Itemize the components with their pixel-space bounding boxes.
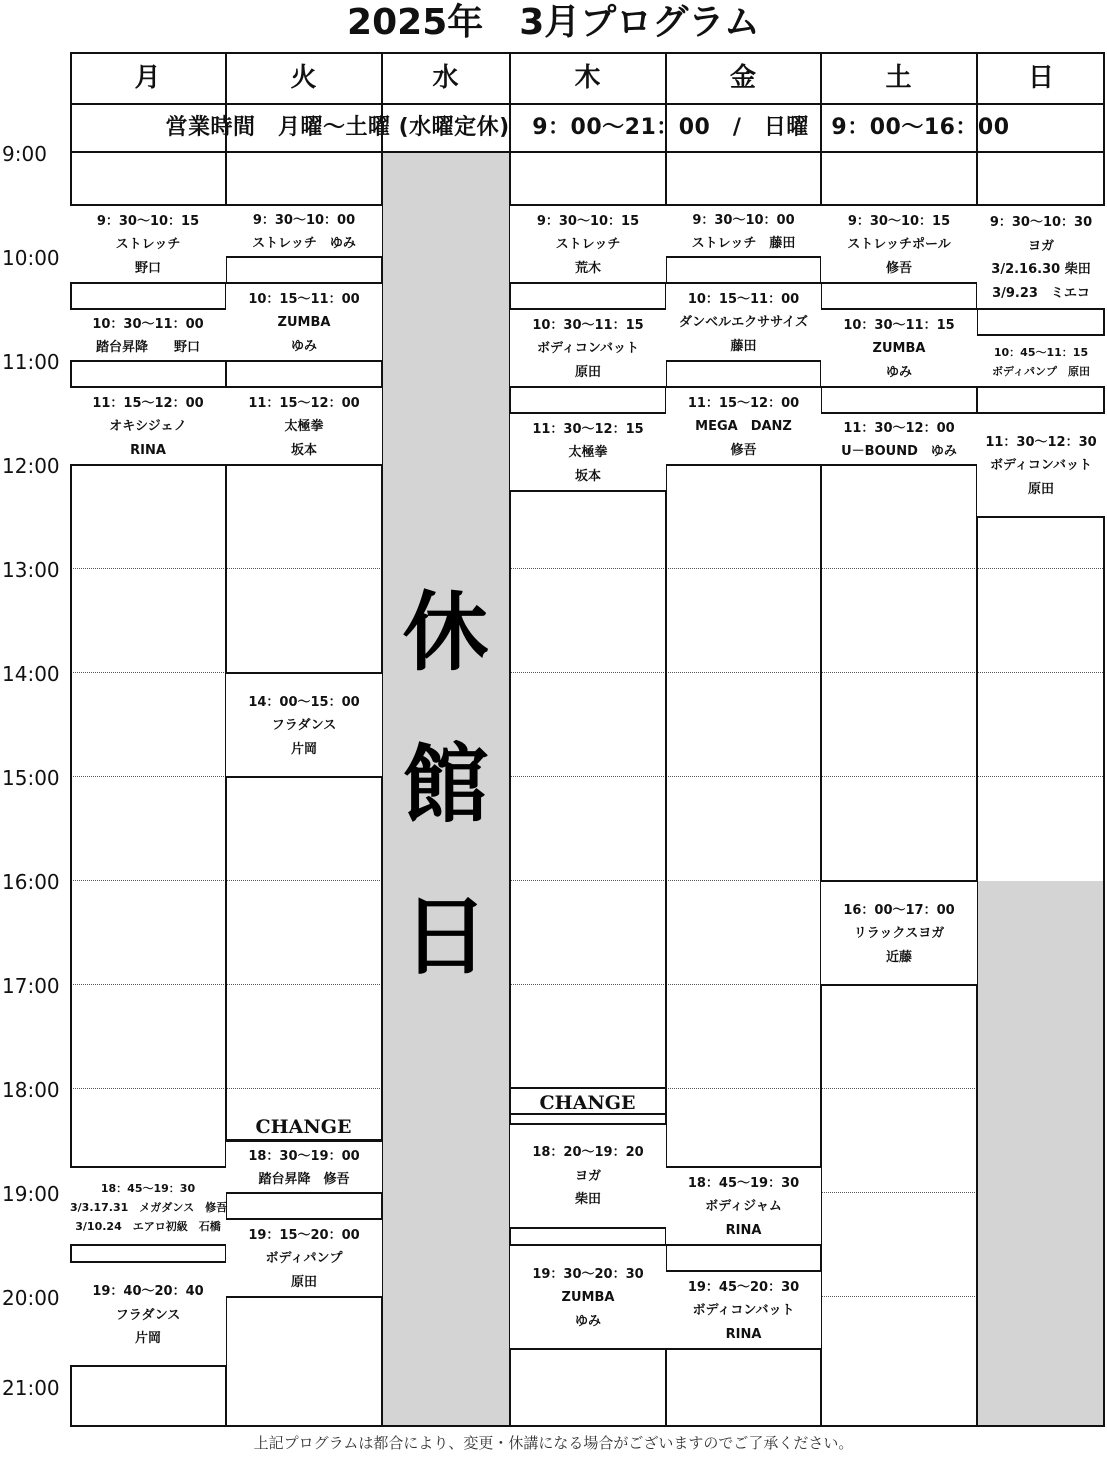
class-slot-fri (666, 204, 821, 258)
class-time: 18：45～19：30 (687, 1175, 800, 1191)
class-detail: ボディジャム (705, 1199, 782, 1215)
class-time: 19：30～20：30 (532, 1266, 644, 1282)
class-time: 11：30～12：00 (843, 420, 955, 436)
class-detail: リラックスヨガ (853, 926, 945, 942)
class-detail: ヨガ (574, 1168, 601, 1184)
class-detail: ストレッチ (115, 237, 181, 253)
class-detail: 3/3.17.31 メガダンス 修吾 (70, 1200, 228, 1214)
class-detail: 3/2.16.30 柴田 (991, 262, 1091, 277)
class-slot-tue (226, 386, 382, 466)
class-detail: ヨガ (1027, 238, 1054, 254)
class-detail: ZUMBA (277, 315, 331, 331)
time-label: 21:00 (2, 1376, 60, 1400)
class-slot-tue (226, 282, 382, 362)
class-time: 14：00～15：00 (248, 694, 360, 710)
class-time: 10：15～11：00 (248, 291, 360, 307)
class-detail: 坂本 (290, 442, 317, 458)
class-time: 11：15～12：00 (687, 395, 800, 411)
class-slot-tue (226, 1140, 382, 1194)
time-label: 14:00 (2, 662, 60, 686)
class-detail: 藤田 (730, 338, 757, 354)
class-time: 11：15～12：00 (92, 395, 204, 411)
class-time: 9：30～10：00 (692, 212, 795, 228)
class-detail: MEGA DANZ (695, 419, 792, 435)
class-slot-mon (70, 386, 226, 466)
class-detail: 近藤 (885, 949, 912, 965)
class-slot-fri (666, 1166, 821, 1246)
class-slot-sat (821, 880, 977, 986)
class-detail: オキシジェノ (109, 419, 187, 435)
class-time: 9：30～10：00 (252, 212, 356, 228)
class-slot-mon (70, 1261, 226, 1367)
business-hours: 営業時間 月曜～土曜 (水曜定休) 9：00～21：00 / 日曜 9：00～16：00 (165, 115, 1010, 140)
closed-char: 休 (402, 583, 489, 683)
class-detail: ボディコンバット (692, 1303, 795, 1319)
class-detail: 野口 (134, 260, 161, 276)
class-detail: ボディコンバット (536, 341, 640, 357)
class-detail: 原田 (574, 364, 601, 380)
closed-char: 館 (402, 735, 489, 835)
time-label: 12:00 (2, 454, 60, 478)
time-label: 9:00 (2, 142, 47, 166)
class-time: 11：15～12：00 (248, 395, 360, 411)
class-slot-thu (510, 204, 666, 284)
time-label: 13:00 (2, 558, 60, 582)
class-slot-tue (226, 204, 382, 258)
class-detail: ゆみ (885, 364, 912, 380)
class-detail: ZUMBA (872, 341, 926, 357)
class-slot-fri (666, 1270, 821, 1350)
class-detail: ストレッチ (555, 237, 621, 253)
class-detail: 片岡 (134, 1331, 161, 1347)
class-detail: ダンベルエクササイズ (678, 315, 809, 331)
time-label: 10:00 (2, 246, 60, 270)
class-slot-thu (510, 1244, 666, 1350)
class-time: 10：30～11：15 (843, 317, 955, 333)
class-detail: 修吾 (885, 260, 912, 276)
day-header-wed: 水 (432, 63, 459, 93)
footer-note: 上記プログラムは都合により、変更・休講になる場合がございますのでご了承ください。 (253, 1434, 854, 1452)
class-detail: ストレッチポール (847, 237, 951, 253)
class-slot-sat (821, 204, 977, 284)
day-header-fri: 金 (729, 63, 756, 93)
time-label: 11:00 (2, 350, 60, 374)
class-detail: ZUMBA (561, 1290, 615, 1306)
class-detail: 踏台昇降 野口 (95, 340, 200, 355)
class-detail: ボディパンプ (265, 1251, 343, 1267)
class-detail: フラダンス (271, 718, 337, 734)
class-slot-sat (821, 412, 977, 466)
class-time: 18：20～19：20 (532, 1145, 644, 1161)
class-slot-sun (977, 334, 1105, 388)
class-detail: 片岡 (290, 741, 317, 757)
day-header-thu: 木 (574, 63, 601, 93)
class-detail: 太極拳 (284, 419, 324, 435)
class-slot-thu (510, 308, 666, 388)
class-detail: RINA (725, 1326, 762, 1342)
class-slot-sun (977, 412, 1105, 518)
class-time: 19：15～20：00 (248, 1227, 360, 1243)
class-time: 19：45～20：30 (687, 1279, 800, 1295)
class-detail: ゆみ (290, 338, 317, 354)
class-detail: ボディコンバット (989, 458, 1093, 474)
class-slot-thu (510, 412, 666, 492)
day-header-mon: 月 (134, 63, 161, 93)
closed-char: 日 (402, 887, 489, 987)
class-detail: 原田 (290, 1274, 317, 1290)
class-detail: 踏台昇降 修吾 (258, 1172, 350, 1187)
class-slot-tue (226, 672, 382, 778)
class-detail: 柴田 (574, 1192, 601, 1208)
class-detail: 太極拳 (568, 445, 608, 461)
class-detail: ストレッチ 藤田 (691, 236, 796, 251)
time-label: 19:00 (2, 1182, 60, 1206)
class-detail: RINA (725, 1222, 762, 1238)
class-time: 18：45～19：30 (100, 1181, 196, 1195)
day-header-tue: 火 (290, 63, 317, 93)
class-slot-mon (70, 1166, 226, 1246)
class-time: 10：30～11：00 (92, 316, 204, 332)
class-slot-fri (666, 386, 821, 466)
page-title: 2025年 3月プログラム (347, 2, 760, 43)
class-detail: ゆみ (574, 1313, 601, 1329)
day-header-sun: 日 (1027, 63, 1054, 93)
class-time: 10：45～11：15 (993, 346, 1089, 359)
class-detail: 3/9.23 ミエコ (992, 285, 1090, 301)
class-detail: フラダンス (115, 1307, 181, 1323)
class-time: 9：30～10：15 (96, 213, 200, 229)
class-time: 11：30～12：15 (532, 421, 644, 437)
class-slot-sun (977, 204, 1105, 310)
class-time: 18：30～19：00 (248, 1148, 360, 1164)
class-slot-mon (70, 204, 226, 284)
time-label: 17:00 (2, 974, 60, 998)
class-detail: ストレッチ ゆみ (252, 236, 356, 251)
class-detail: 修吾 (730, 442, 757, 458)
time-label: 20:00 (2, 1286, 60, 1310)
class-detail: RINA (130, 442, 166, 458)
day-header-sat: 土 (885, 63, 912, 93)
class-detail: 荒木 (574, 260, 601, 276)
change-label-thu: CHANGE (510, 1087, 665, 1115)
class-detail: 3/10.24 エアロ初級 石橋 (75, 1219, 221, 1233)
class-slot-fri (666, 282, 821, 362)
class-time: 11：30～12：30 (985, 434, 1097, 450)
class-time: 10：15～11：00 (687, 291, 800, 307)
class-detail: 原田 (1027, 481, 1054, 497)
time-label: 16:00 (2, 870, 60, 894)
change-label-tue: CHANGE (226, 1113, 381, 1141)
class-slot-mon (70, 308, 226, 362)
class-time: 9：30～10：15 (536, 213, 640, 229)
class-detail: ボディパンプ 原田 (991, 365, 1091, 378)
class-slot-tue (226, 1218, 382, 1298)
time-label: 18:00 (2, 1078, 60, 1102)
time-label: 15:00 (2, 766, 60, 790)
class-time: 9：30～10：15 (847, 213, 951, 229)
class-time: 9：30～10：30 (989, 215, 1093, 230)
class-slot-thu (510, 1123, 666, 1229)
class-time: 10：30～11：15 (532, 317, 644, 333)
class-time: 19：40～20：40 (92, 1284, 204, 1300)
class-detail: 坂本 (574, 468, 601, 484)
class-slot-sat (821, 308, 977, 388)
class-detail: U－BOUND ゆみ (841, 444, 957, 459)
class-time: 16：00～17：00 (843, 902, 955, 918)
